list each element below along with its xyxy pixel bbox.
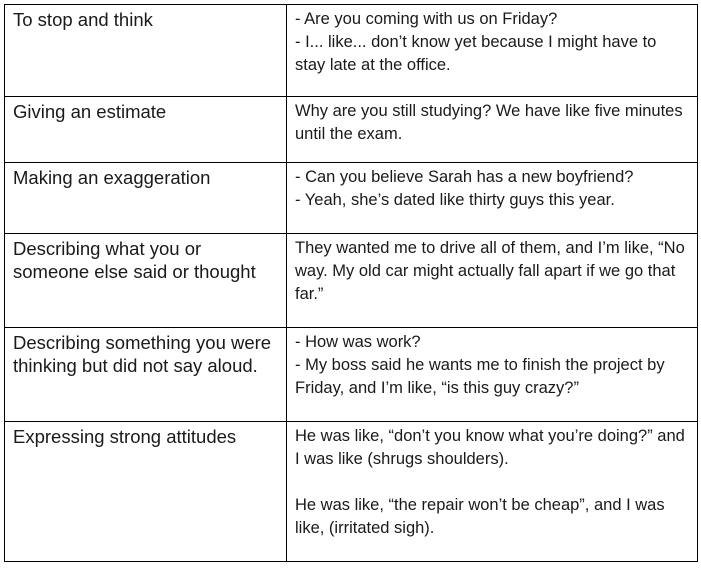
usage-label: Expressing strong attitudes: [13, 426, 237, 447]
usage-cell: [5, 5, 287, 97]
usage-label: Describing something you were thinking but did not say aloud.: [13, 332, 272, 376]
table-row: [5, 234, 698, 328]
usage-label: Giving an estimate: [13, 101, 167, 122]
usage-cell: [5, 234, 287, 328]
table-row: [5, 97, 698, 163]
table-row: [5, 5, 698, 97]
like-usage-table: [4, 4, 698, 562]
example-line: - My boss said he wants me to finish the project by Friday, and I’m like, “is this guy crazy?”: [295, 356, 665, 397]
example-line: They wanted me to drive all of them, and I’m like, “No way. My old car might actually fall apart if we go that far.”: [295, 239, 685, 303]
example-cell: [287, 422, 698, 562]
usage-label: Describing what you or someone else said or thought: [13, 238, 256, 282]
example-line: - Yeah, she’s dated like thirty guys this year.: [295, 191, 615, 209]
example-line: Why are you still studying? We have like five minutes until the exam.: [295, 102, 683, 143]
paragraph-gap: [295, 471, 689, 494]
usage-cell: [5, 328, 287, 422]
usage-label: Making an exaggeration: [13, 167, 211, 188]
example-line: - Can you believe Sarah has a new boyfriend?: [295, 168, 634, 186]
example-cell: [287, 163, 698, 234]
example-cell: [287, 328, 698, 422]
example-line: He was like, “don’t you know what you’re doing?” and I was like (shrugs shoulders).: [295, 427, 685, 468]
table-row: [5, 163, 698, 234]
usage-cell: [5, 97, 287, 163]
example-line: He was like, “the repair won’t be cheap”, and I was like, (irritated sigh).: [295, 496, 665, 537]
usage-label: To stop and think: [13, 9, 153, 30]
example-line: - How was work?: [295, 333, 421, 351]
example-cell: [287, 97, 698, 163]
table-row: [5, 422, 698, 562]
example-line: - Are you coming with us on Friday?: [295, 10, 558, 28]
example-cell: [287, 234, 698, 328]
example-cell: [287, 5, 698, 97]
example-line: - I... like... don’t know yet because I might have to stay late at the office.: [295, 33, 657, 74]
table-row: [5, 328, 698, 422]
usage-cell: [5, 163, 287, 234]
usage-cell: [5, 422, 287, 562]
